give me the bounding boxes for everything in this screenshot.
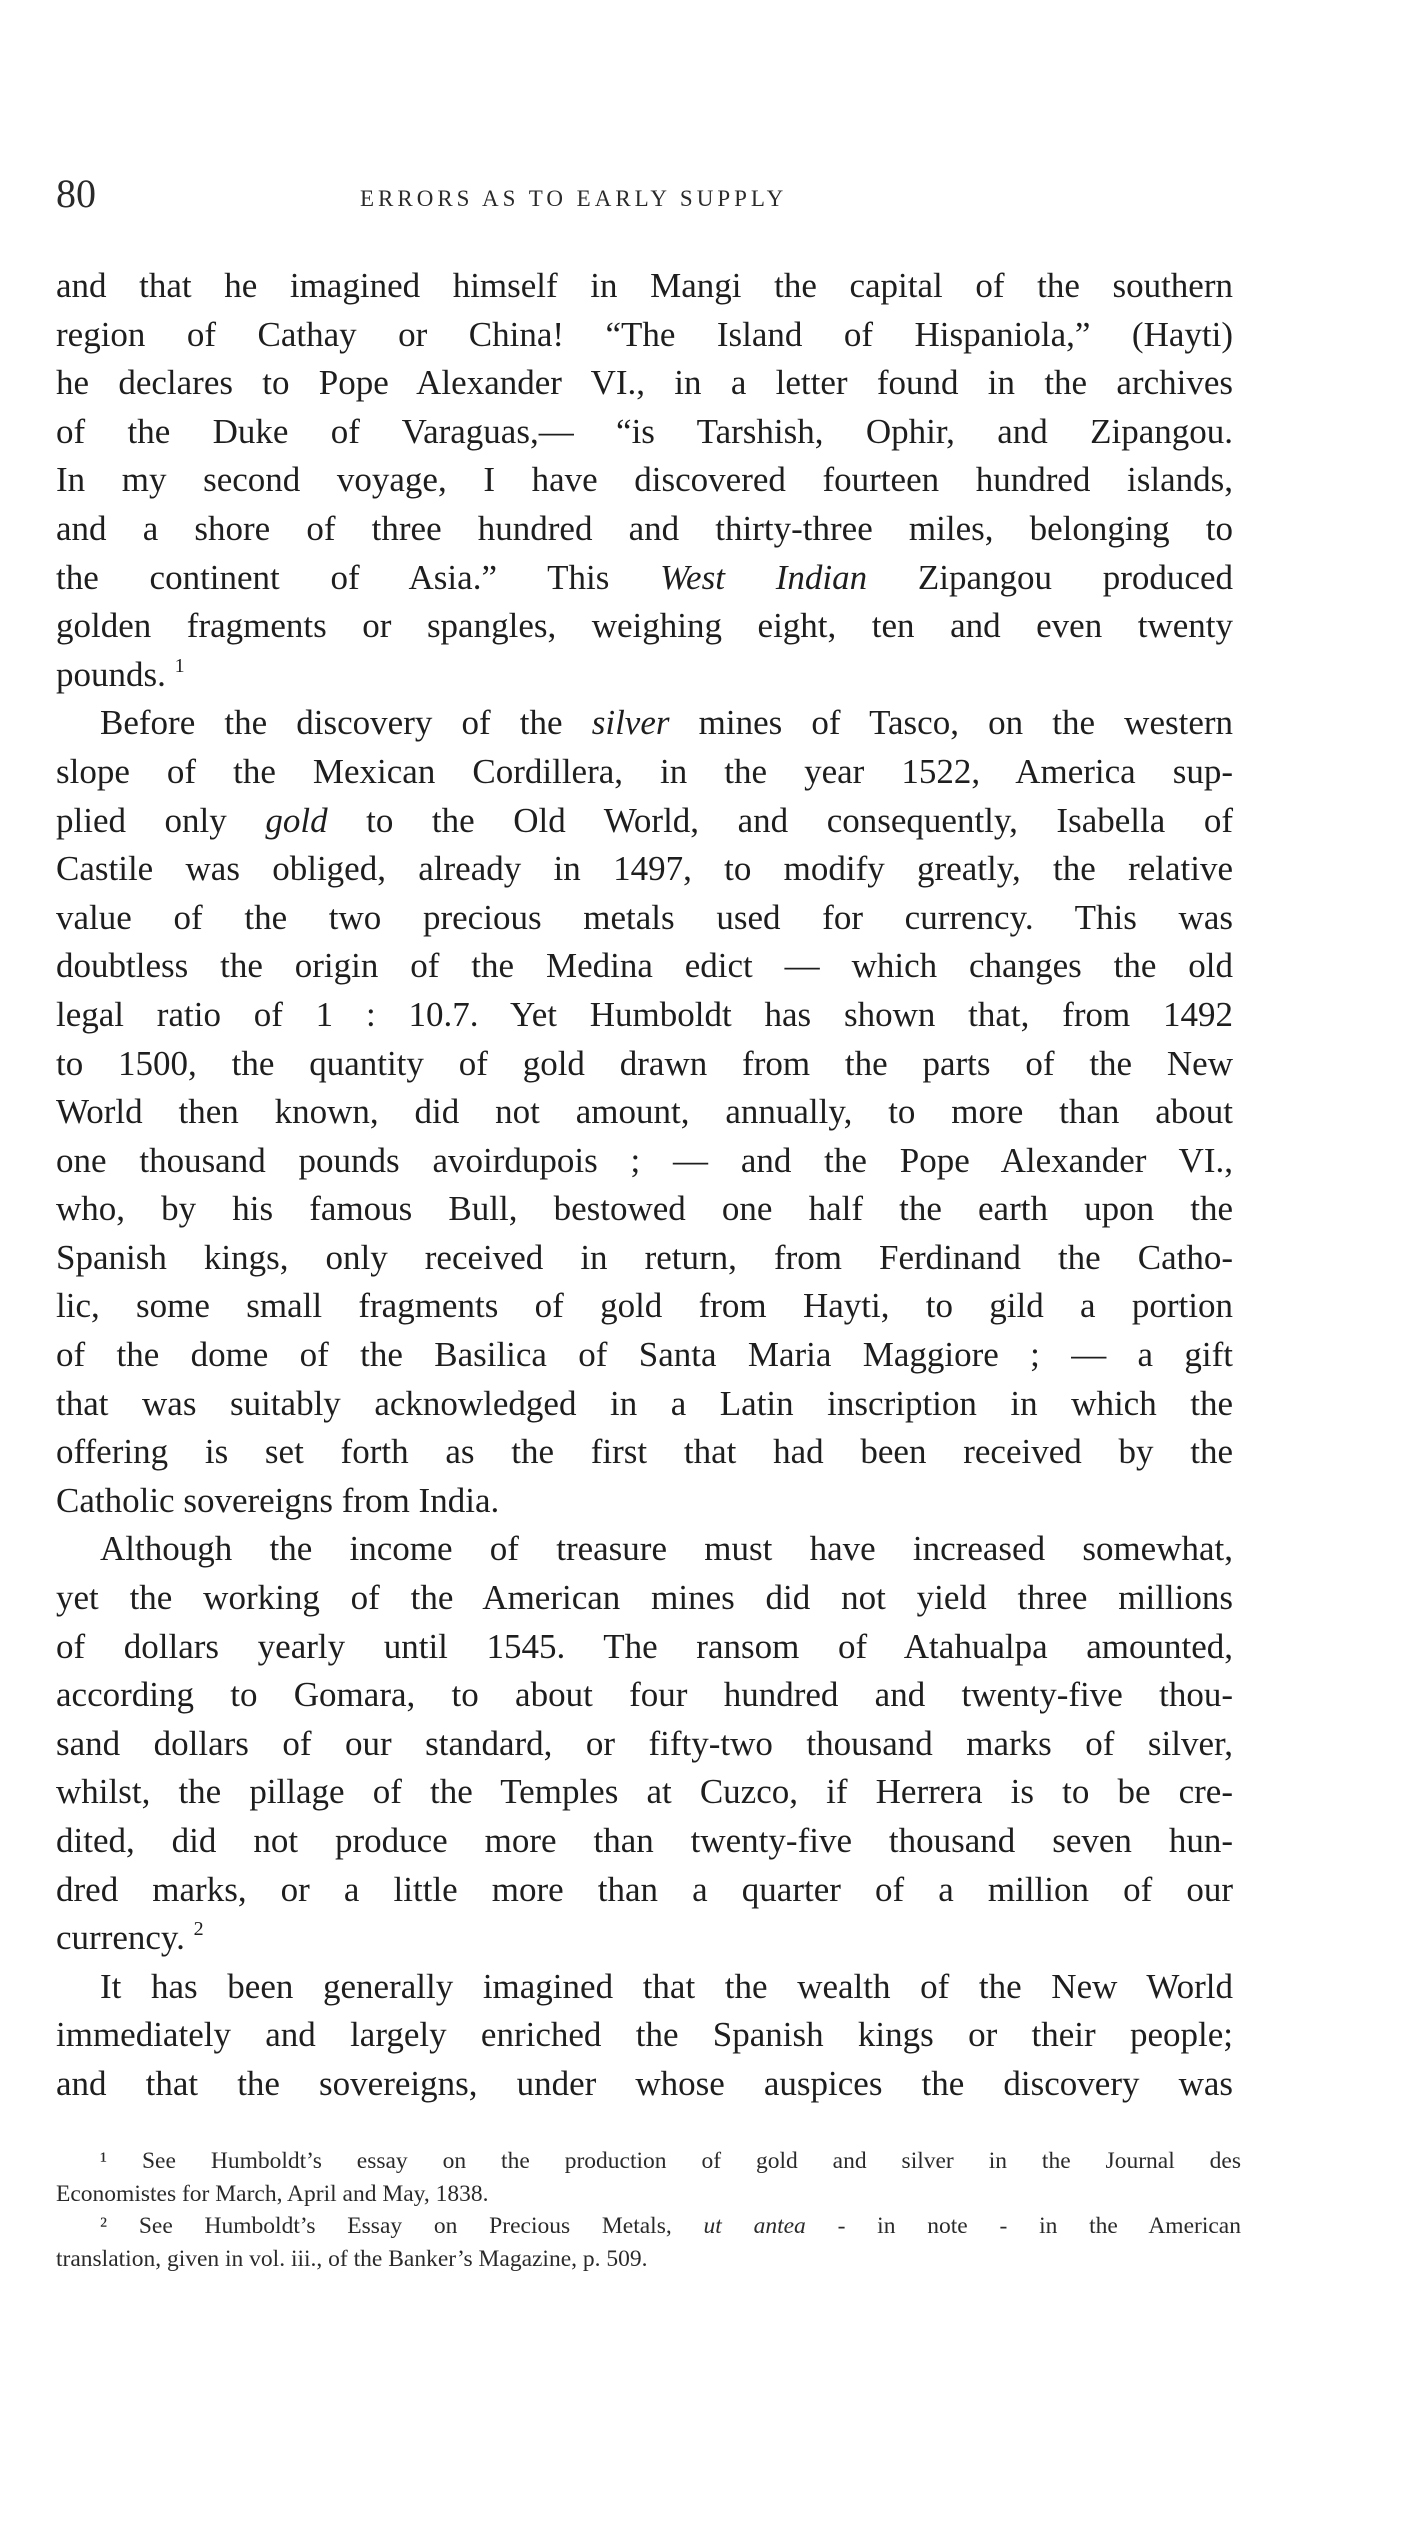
text-line: that was suitably acknowledged in a Latin inscription in which the <box>56 1383 1233 1423</box>
footnote-mark: ² <box>100 2213 108 2239</box>
italic-text: ut antea <box>703 2213 806 2239</box>
text-line: and that he imagined himself in Mangi the capital of the southern <box>56 266 1233 305</box>
text-segment: mines of Tasco, on the western <box>669 703 1234 743</box>
text-line: of the Duke of Varaguas,— “is Tarshish, Ophir, and Zipangou. <box>56 411 1233 451</box>
paragraph-3 <box>56 1525 1233 1962</box>
italic-text: silver <box>591 703 670 743</box>
footnote-2-line <box>56 2210 1241 2243</box>
footnote-ref-1: 1 <box>174 654 185 677</box>
text-line: value of the two precious metals used for currency. This was <box>56 897 1233 937</box>
text-line: region of Cathay or China! “The Island of Hispaniola,” (Hayti) <box>56 314 1233 354</box>
text-line: to 1500, the quantity of gold drawn from the parts of the New <box>56 1043 1233 1083</box>
text-segment: Before the discovery of the <box>100 703 592 743</box>
text-line: whilst, the pillage of the Temples at Cuzco, if Herrera is to be cre- <box>56 1772 1233 1812</box>
paragraph-2 <box>56 699 1233 1525</box>
footnotes <box>56 2145 1241 2275</box>
text-line: yet the working of the American mines did not yield three millions <box>56 1578 1233 1618</box>
text-line: he declares to Pope Alexander VI., in a letter found in the archives <box>56 363 1233 403</box>
text-line: It has been generally imagined that the wealth of the New World <box>100 1966 1233 2006</box>
text-line: dred marks, or a little more than a quarter of a million of our <box>56 1869 1233 1909</box>
footnote-mark: ¹ <box>100 2148 108 2174</box>
text-line: Catholic sovereigns from India. <box>56 1480 500 1520</box>
text-line: of dollars yearly until 1545. The ransom of Atahualpa amounted, <box>56 1626 1233 1666</box>
text-line: dited, did not produce more than twenty-five thousand seven hun- <box>56 1821 1233 1860</box>
running-head: ERRORS AS TO EARLY SUPPLY <box>360 186 788 211</box>
text-line: Spanish kings, only received in return, from Ferdinand the Catho- <box>56 1237 1233 1277</box>
text-line: and a shore of three hundred and thirty-three miles, belonging to <box>56 508 1233 548</box>
text-line <box>56 554 1233 603</box>
paragraph-4 <box>56 1963 1233 2109</box>
text-segment: - in note - in the American <box>805 2213 1241 2239</box>
text-segment: to the Old World, and consequently, Isabella of <box>327 800 1233 840</box>
text-line: immediately and largely enriched the Spanish kings or their people; <box>56 2015 1233 2055</box>
text-line: according to Gomara, to about four hundred and twenty-five thou- <box>56 1675 1233 1715</box>
text-line: of the dome of the Basilica of Santa Maria Maggiore ; — a gift <box>56 1335 1233 1375</box>
text-line: In my second voyage, I have discovered fourteen hundred islands, <box>56 460 1233 500</box>
text-line: lic, some small fragments of gold from Hayti, to gild a portion <box>56 1286 1233 1326</box>
text-line <box>56 797 1233 846</box>
text-line <box>56 699 1233 748</box>
body-text <box>56 262 1233 2109</box>
text-line: offering is set forth as the first that had been received by the <box>56 1432 1233 1472</box>
italic-text: gold <box>265 800 328 840</box>
text-segment: the continent of Asia.” This <box>56 557 661 597</box>
page-number: 80 <box>56 171 96 216</box>
text-segment: currency. <box>56 1918 185 1958</box>
text-line <box>56 651 1233 700</box>
text-line: slope of the Mexican Cordillera, in the year 1522, America sup- <box>56 751 1233 791</box>
text-line: who, by his famous Bull, bestowed one half the earth upon the <box>56 1189 1233 1229</box>
text-segment: pounds. <box>56 654 166 694</box>
text-line: golden fragments or spangles, weighing eight, ten and even twenty <box>56 606 1233 646</box>
paragraph-1 <box>56 262 1233 699</box>
text-segment: See Humboldt’s Essay on Precious Metals, <box>107 2213 704 2239</box>
text-line: doubtless the origin of the Medina edict — which changes the old <box>56 946 1233 986</box>
text-segment: See Humboldt’s essay on the production of gold and silver in the Journal des <box>107 2148 1241 2174</box>
footnote-1-line: Economistes for March, April and May, 1838. <box>56 2180 489 2207</box>
text-line: and that the sovereigns, under whose auspices the discovery was <box>56 2063 1233 2103</box>
text-line: Although the income of treasure must have increased somewhat, <box>100 1529 1233 1569</box>
text-line <box>56 1914 1233 1963</box>
footnote-1-line <box>56 2145 1241 2178</box>
footnote-2-line: translation, given in vol. iii., of the Banker’s Magazine, p. 509. <box>56 2245 648 2272</box>
footnote-ref-2: 2 <box>193 1918 204 1941</box>
text-segment: Zipangou produced <box>867 557 1233 597</box>
text-line: one thousand pounds avoirdupois ; — and the Pope Alexander VI., <box>56 1140 1233 1180</box>
text-line: Castile was obliged, already in 1497, to modify greatly, the relative <box>56 849 1233 889</box>
text-line: sand dollars of our standard, or fifty-two thousand marks of silver, <box>56 1723 1233 1763</box>
text-segment: plied only <box>56 800 266 840</box>
text-line: World then known, did not amount, annually, to more than about <box>56 1092 1233 1132</box>
text-line: legal ratio of 1 : 10.7. Yet Humboldt has shown that, from 1492 <box>56 994 1233 1034</box>
italic-text: West Indian <box>660 557 868 597</box>
